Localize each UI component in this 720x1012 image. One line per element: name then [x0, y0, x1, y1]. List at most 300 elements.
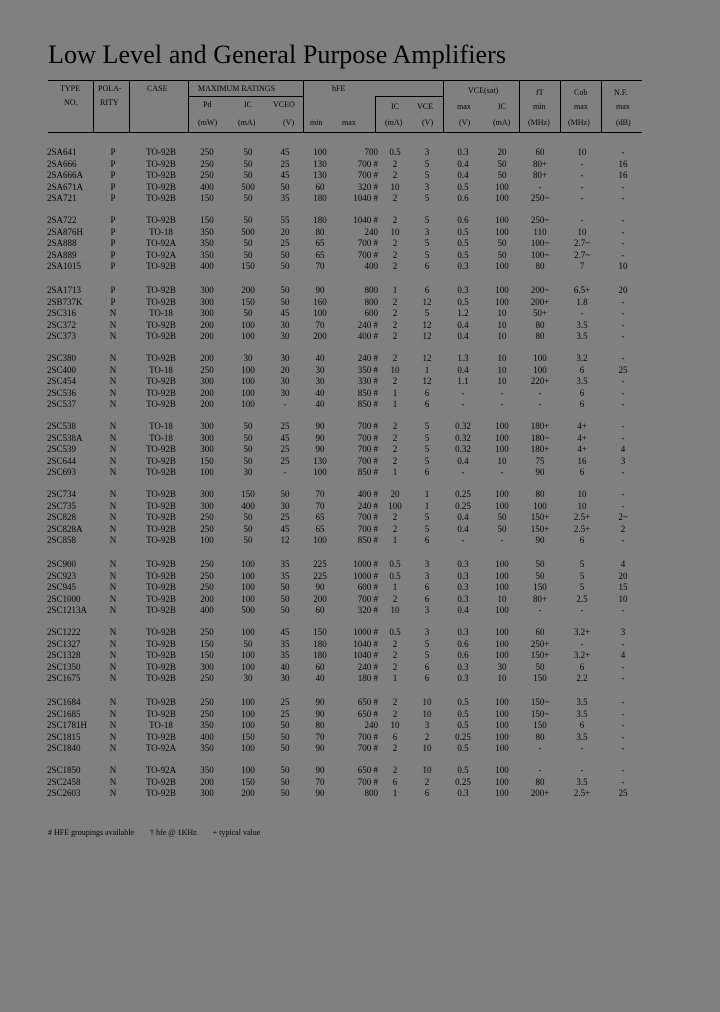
- hdr-divider: [303, 80, 304, 132]
- cell-hic: 1: [392, 285, 398, 295]
- cell-hvce: 3: [424, 720, 430, 730]
- cell-pd: 150: [200, 455, 214, 466]
- cell-ft: 80: [535, 731, 545, 742]
- cell-pol: N: [109, 535, 117, 545]
- cell-vmax: 0.5: [457, 743, 469, 753]
- cell-vic: 50: [497, 158, 507, 169]
- cell-max: 700 #: [357, 170, 378, 180]
- table-row: [0, 708, 720, 720]
- cell-min: 100: [313, 308, 327, 318]
- cell-pol: P: [110, 147, 116, 157]
- cell-cob: -: [580, 170, 584, 180]
- cell-ft: 80: [535, 261, 545, 271]
- cell-case: TO-18: [149, 432, 173, 443]
- cell-hic: 2: [392, 708, 398, 719]
- cell-ic: 50: [243, 535, 253, 545]
- cell-vceo: 30: [280, 353, 290, 363]
- cell-vceo: 50: [280, 285, 290, 295]
- cell-type: 2SC828A: [47, 523, 83, 534]
- cell-vmax: 0.5: [457, 697, 469, 707]
- cell-nf: -: [621, 467, 625, 477]
- cell-min: 225: [313, 570, 327, 581]
- cell-min: 100: [313, 535, 327, 545]
- cell-vmax: 0.5: [457, 765, 469, 775]
- cell-vmax: 0.3: [457, 788, 469, 798]
- cell-pol: N: [109, 605, 117, 615]
- table-row: [0, 764, 720, 776]
- cell-ft: 200~: [530, 285, 550, 295]
- footnote-hfe-1khz: † hfe @ 1KHz: [149, 828, 197, 837]
- cell-pd: 150: [200, 193, 214, 203]
- cell-case: TO-92B: [146, 535, 176, 545]
- cell-vic: 10: [497, 376, 507, 386]
- cell-nf: -: [621, 399, 625, 409]
- cell-vic: 100: [495, 296, 509, 307]
- cell-type: 2SC1675: [47, 673, 81, 683]
- cell-vic: 10: [497, 353, 507, 363]
- cell-max: 700: [364, 147, 378, 157]
- cell-cob: 16: [577, 455, 587, 466]
- cell-type: 2SC538A: [47, 432, 83, 443]
- cell-vmax: 0.3: [457, 147, 469, 157]
- cell-max: 650 #: [357, 765, 378, 775]
- cell-max: 700 #: [357, 593, 378, 604]
- cell-type: 2SC373: [47, 331, 77, 341]
- cell-hvce: 5: [424, 249, 430, 260]
- cell-nf: -: [621, 731, 625, 742]
- cell-ic: 50: [243, 249, 253, 260]
- cell-hvce: 10: [422, 765, 432, 775]
- cell-hic: 2: [392, 743, 398, 753]
- cell-pol: P: [110, 215, 116, 225]
- cell-cob: 1.8: [576, 296, 588, 307]
- cell-nf: -: [621, 720, 625, 730]
- cell-type: 2SC1685: [47, 708, 81, 719]
- hdr-divider: [188, 80, 189, 132]
- table-row: [0, 169, 720, 181]
- page-title: Low Level and General Purpose Amplifiers: [48, 40, 507, 69]
- cell-ic: 100: [241, 765, 255, 775]
- cell-ft: 100: [533, 353, 547, 363]
- cell-nf: -: [621, 708, 625, 719]
- hdr-cob-unit: (MHz): [568, 118, 590, 127]
- cell-case: TO-92A: [145, 743, 177, 753]
- cell-hvce: 3: [424, 605, 430, 615]
- cell-pol: P: [110, 158, 116, 169]
- cell-min: 100: [313, 147, 327, 157]
- cell-type: 2SA666: [47, 158, 77, 169]
- cell-pol: N: [109, 697, 117, 707]
- cell-type: 2SA889: [47, 249, 77, 260]
- cell-nf: -: [621, 147, 625, 157]
- cell-pol: N: [109, 593, 117, 604]
- cell-pol: P: [110, 296, 116, 307]
- cell-min: 70: [315, 776, 325, 787]
- cell-max: 650 #: [357, 697, 378, 707]
- cell-hic: 100: [388, 500, 402, 511]
- cell-ic: 50: [243, 455, 253, 466]
- cell-type: 2SC693: [47, 467, 77, 477]
- hdr-divider: [129, 80, 130, 132]
- cell-ft: 250~: [530, 193, 550, 203]
- cell-hvce: 10: [422, 743, 432, 753]
- cell-type: 2SC644: [47, 455, 77, 466]
- table-row: [0, 249, 720, 261]
- cell-min: 90: [315, 697, 325, 707]
- cell-max: 320 #: [357, 181, 378, 192]
- cell-vceo: 25: [280, 512, 290, 522]
- cell-vceo: 40: [280, 661, 290, 672]
- cell-vic: -: [500, 387, 504, 398]
- cell-hvce: 5: [424, 193, 430, 203]
- cell-pol: N: [109, 319, 117, 330]
- cell-pol: N: [109, 489, 117, 499]
- cell-ic: 50: [243, 215, 253, 225]
- cell-cob: 4+: [577, 421, 587, 431]
- cell-hvce: 6: [424, 285, 430, 295]
- cell-max: 1000 #: [353, 570, 378, 581]
- cell-vmax: -: [461, 467, 465, 477]
- cell-hic: 2: [392, 444, 398, 454]
- cell-vic: 10: [497, 331, 507, 341]
- cell-vceo: 35: [280, 193, 290, 203]
- hdr-hfe-ic-unit: (mA): [385, 118, 403, 127]
- cell-ft: 150+: [530, 650, 550, 660]
- cell-pol: N: [109, 500, 117, 511]
- cell-hvce: 3: [424, 147, 430, 157]
- cell-pd: 250: [200, 170, 214, 180]
- cell-pd: 150: [200, 638, 214, 649]
- cell-vmax: 0.32: [455, 421, 471, 431]
- cell-ft: 60: [535, 627, 545, 637]
- cell-hvce: 6: [424, 661, 430, 672]
- cell-hic: 1: [392, 535, 398, 545]
- cell-hvce: 5: [424, 432, 430, 443]
- cell-pol: N: [109, 421, 117, 431]
- cell-pd: 200: [200, 319, 214, 330]
- cell-cob: -: [580, 638, 584, 649]
- table-row: [0, 776, 720, 788]
- cell-hic: 2: [392, 638, 398, 649]
- cell-cob: 2.5: [576, 593, 588, 604]
- hdr-hfe: hFE: [332, 84, 346, 93]
- cell-ft: 80: [535, 776, 545, 787]
- cell-vceo: 50: [280, 605, 290, 615]
- cell-vic: 100: [495, 226, 509, 237]
- cell-cob: 6.5+: [573, 285, 591, 295]
- cell-cob: 3.5: [576, 776, 588, 787]
- cell-ic: 50: [243, 158, 253, 169]
- header-bottom-rule: [48, 132, 642, 133]
- cell-nf: -: [621, 638, 625, 649]
- hdr-hfe-vce-unit: (V): [422, 118, 434, 127]
- cell-hvce: 5: [424, 308, 430, 318]
- hdr-ic: IC: [244, 100, 252, 109]
- cell-cob: 6: [579, 535, 585, 545]
- cell-ic: 50: [243, 421, 253, 431]
- cell-vmax: 1.1: [457, 376, 469, 386]
- cell-ft: 180~: [530, 432, 550, 443]
- table-row: [0, 672, 720, 684]
- cell-pd: 300: [200, 661, 214, 672]
- table-row: [0, 638, 720, 650]
- cell-nf: -: [621, 765, 625, 775]
- cell-cob: 2.5+: [573, 788, 591, 798]
- cell-max: 1000 #: [353, 559, 378, 569]
- cell-vceo: 35: [280, 559, 290, 569]
- cell-vmax: 1.3: [457, 353, 469, 363]
- cell-pd: 350: [200, 226, 214, 237]
- hdr-vcesat-ic: IC: [498, 102, 506, 111]
- cell-min: 90: [315, 582, 325, 592]
- cell-max: 850 #: [357, 467, 378, 477]
- cell-vceo: 30: [280, 376, 290, 386]
- table-row: [0, 432, 720, 444]
- cell-hic: 20: [390, 489, 400, 499]
- cell-ft: 150: [533, 673, 547, 683]
- cell-type: 2SC1000: [47, 593, 81, 604]
- cell-case: TO-92B: [146, 627, 176, 637]
- cell-hvce: 6: [424, 673, 430, 683]
- cell-cob: 3.5: [576, 319, 588, 330]
- cell-hvce: 6: [424, 399, 430, 409]
- cell-type: 2SC537: [47, 399, 77, 409]
- cell-pol: N: [109, 673, 117, 683]
- cell-max: 600: [364, 308, 378, 318]
- cell-nf: 3: [620, 627, 626, 637]
- cell-min: 90: [315, 765, 325, 775]
- cell-vic: 10: [497, 455, 507, 466]
- cell-vceo: 30: [280, 387, 290, 398]
- cell-pol: N: [109, 331, 117, 341]
- cell-type: 2SC1684: [47, 697, 81, 707]
- cell-min: 30: [315, 364, 325, 375]
- cell-pd: 250: [200, 582, 214, 592]
- cell-case: TO-92B: [146, 512, 176, 522]
- cell-max: 240: [364, 226, 378, 237]
- table-row: [0, 511, 720, 523]
- cell-cob: -: [580, 743, 584, 753]
- cell-ic: 100: [241, 593, 255, 604]
- cell-min: 225: [313, 559, 327, 569]
- cell-cob: 7: [579, 261, 585, 271]
- cell-vmax: 0.25: [455, 500, 471, 511]
- cell-case: TO-92B: [146, 776, 176, 787]
- cell-nf: -: [621, 387, 625, 398]
- cell-vceo: 35: [280, 570, 290, 581]
- table-row: [0, 181, 720, 193]
- cell-min: 130: [313, 455, 327, 466]
- cell-pd: 250: [200, 697, 214, 707]
- cell-case: TO-92B: [146, 605, 176, 615]
- cell-type: 2SC735: [47, 500, 77, 511]
- cell-cob: 6: [579, 387, 585, 398]
- cell-hvce: 6: [424, 387, 430, 398]
- hdr-ft: fT: [536, 88, 544, 97]
- cell-vmax: 0.3: [457, 673, 469, 683]
- cell-hic: 2: [392, 170, 398, 180]
- cell-ic: 200: [241, 788, 255, 798]
- cell-ft: 110: [533, 226, 547, 237]
- cell-vic: 100: [495, 708, 509, 719]
- cell-hvce: 5: [424, 215, 430, 225]
- cell-pol: N: [109, 444, 117, 454]
- hdr-ft-unit: (MHz): [528, 118, 550, 127]
- cell-case: TO-92B: [146, 399, 176, 409]
- table-row: [0, 604, 720, 616]
- cell-hvce: 12: [422, 376, 432, 386]
- hdr-divider: [443, 80, 444, 132]
- cell-pol: N: [109, 570, 117, 581]
- cell-type: 2SC1850: [47, 765, 81, 775]
- cell-vceo: 50: [280, 765, 290, 775]
- cell-case: TO-92B: [146, 593, 176, 604]
- cell-vmax: 0.5: [457, 238, 469, 248]
- cell-vmax: 0.4: [457, 523, 469, 534]
- footnote-hfe-groups: # HFE groupings available: [48, 828, 134, 837]
- cell-hvce: 6: [424, 467, 430, 477]
- cell-cob: -: [580, 215, 584, 225]
- cell-cob: 4+: [577, 432, 587, 443]
- cell-vmax: 0.5: [457, 720, 469, 730]
- cell-pol: N: [109, 708, 117, 719]
- cell-vic: 100: [495, 421, 509, 431]
- cell-vic: 10: [497, 319, 507, 330]
- cell-vceo: 50: [280, 720, 290, 730]
- table-row: [0, 158, 720, 170]
- table-row: [0, 731, 720, 743]
- cell-vic: 50: [497, 170, 507, 180]
- cell-vmax: 1.2: [457, 308, 469, 318]
- hdr-type: TYPE: [60, 84, 80, 93]
- cell-ic: 500: [241, 226, 255, 237]
- cell-pd: 300: [200, 489, 214, 499]
- cell-vmax: 0.3: [457, 593, 469, 604]
- hdr-pola: POLA-: [98, 84, 122, 93]
- cell-vceo: 50: [280, 776, 290, 787]
- cell-pol: N: [109, 650, 117, 660]
- cell-ic: 100: [241, 399, 255, 409]
- cell-nf: -: [621, 308, 625, 318]
- cell-vceo: 50: [280, 261, 290, 271]
- cell-pol: P: [110, 261, 116, 271]
- cell-vmax: -: [461, 535, 465, 545]
- cell-type: 2SC1327: [47, 638, 81, 649]
- cell-min: 90: [315, 444, 325, 454]
- table-row: [0, 237, 720, 249]
- cell-pol: N: [109, 720, 117, 730]
- cell-pd: 300: [200, 788, 214, 798]
- cell-case: TO-92B: [146, 570, 176, 581]
- hdr-nf-unit: (dB): [616, 118, 631, 127]
- cell-ic: 100: [241, 331, 255, 341]
- cell-hic: 2: [392, 353, 398, 363]
- cell-hic: 1: [392, 582, 398, 592]
- cell-pd: 300: [200, 308, 214, 318]
- cell-case: TO-92B: [146, 147, 176, 157]
- cell-ic: 50: [243, 193, 253, 203]
- cell-case: TO-18: [149, 421, 173, 431]
- cell-ic: 50: [243, 170, 253, 180]
- cell-ic: 50: [243, 308, 253, 318]
- hdr-pd-unit: (mW): [198, 118, 218, 127]
- cell-pol: N: [109, 661, 117, 672]
- cell-max: 400 #: [357, 489, 378, 499]
- cell-hic: 2: [392, 215, 398, 225]
- cell-ft: 50: [535, 661, 545, 672]
- cell-type: 2SB737K: [47, 296, 83, 307]
- cell-case: TO-92A: [145, 238, 177, 248]
- cell-hvce: 2: [424, 731, 430, 742]
- cell-pol: N: [109, 467, 117, 477]
- cell-max: 240 #: [357, 319, 378, 330]
- cell-nf: 4: [620, 559, 626, 569]
- cell-ft: 80: [535, 489, 545, 499]
- cell-hic: 2: [392, 296, 398, 307]
- cell-pd: 400: [200, 261, 214, 271]
- cell-nf: -: [621, 661, 625, 672]
- cell-pol: N: [109, 638, 117, 649]
- hdr-ic-unit: (mA): [238, 118, 256, 127]
- cell-pd: 150: [200, 650, 214, 660]
- cell-min: 90: [315, 708, 325, 719]
- cell-min: 40: [315, 353, 325, 363]
- table-row: [0, 570, 720, 582]
- hdr-vcesat-unit: (V): [459, 118, 471, 127]
- cell-type: 2SA722: [47, 215, 77, 225]
- cell-vceo: 50: [280, 489, 290, 499]
- cell-ft: 180+: [530, 421, 550, 431]
- cell-type: 2SC539: [47, 444, 77, 454]
- cell-hvce: 12: [422, 331, 432, 341]
- cell-vceo: 55: [280, 215, 290, 225]
- cell-cob: 6: [579, 399, 585, 409]
- cell-vmax: 0.3: [457, 261, 469, 271]
- cell-type: 2SC734: [47, 489, 77, 499]
- cell-pd: 250: [200, 523, 214, 534]
- cell-pd: 400: [200, 731, 214, 742]
- cell-ft: -: [538, 387, 542, 398]
- cell-ft: 80+: [532, 593, 548, 604]
- cell-ft: 100~: [530, 238, 550, 248]
- cell-case: TO-92A: [145, 765, 177, 775]
- cell-pd: 250: [200, 512, 214, 522]
- cell-pol: N: [109, 376, 117, 386]
- cell-hic: 10: [390, 720, 400, 730]
- cell-pol: N: [109, 627, 117, 637]
- cell-cob: -: [580, 308, 584, 318]
- cell-ic: 100: [241, 387, 255, 398]
- cell-nf: -: [621, 353, 625, 363]
- cell-type: 2SC858: [47, 535, 77, 545]
- cell-ft: -: [538, 605, 542, 615]
- cell-vmax: 0.25: [455, 731, 471, 742]
- cell-vmax: 0.3: [457, 285, 469, 295]
- cell-max: 700 #: [357, 444, 378, 454]
- cell-hic: 2: [392, 432, 398, 443]
- cell-max: 700 #: [357, 523, 378, 534]
- cell-hvce: 5: [424, 421, 430, 431]
- hdr-hfe-max: max: [342, 118, 356, 127]
- cell-vmax: 0.3: [457, 661, 469, 672]
- cell-hic: 6: [392, 731, 398, 742]
- table-row: [0, 330, 720, 342]
- hdr-nf: N.F.: [614, 88, 628, 97]
- cell-min: 180: [313, 638, 327, 649]
- cell-case: TO-92B: [146, 353, 176, 363]
- cell-pd: 200: [200, 353, 214, 363]
- cell-min: 65: [315, 249, 325, 260]
